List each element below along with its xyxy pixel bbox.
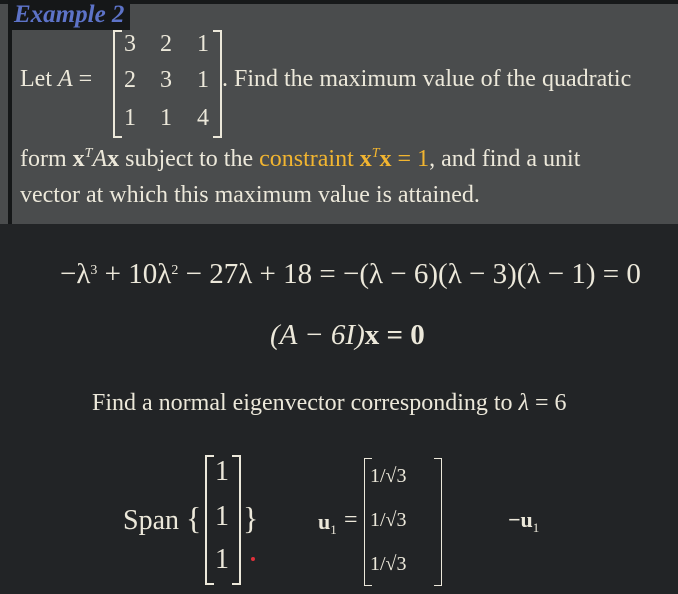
unit-vector-name: $u_1$	[318, 509, 337, 537]
matrix-cell: 1	[197, 67, 209, 93]
example-tag: Example 2	[8, 0, 130, 30]
pointer-dot	[251, 557, 255, 561]
panel-left-edge	[8, 30, 12, 224]
constraint-word: constraint	[259, 146, 354, 172]
matrix-cell: 1	[160, 105, 172, 131]
matrix-cell: 4	[197, 105, 209, 131]
span-vector-entry: 1	[215, 456, 229, 487]
characteristic-equation: $-\lambda^3 + 10\lambda^2 - 27\lambda + 18 = -(\lambda - 6)(\lambda - 3)(\lambda - 1) = 0$	[60, 258, 641, 290]
problem-line-2: form $x^TAx$ subject to the constraint $x^Tx = 1$, and find a unit	[20, 146, 581, 172]
matrix-cell: 1	[124, 105, 136, 131]
problem-line-1: . Find the maximum value of the quadratic	[222, 66, 632, 92]
span-open-brace: {	[186, 500, 202, 536]
unit-vector-entry: 1/√3	[370, 553, 407, 575]
problem-line-3: vector at which this maximum value is attained.	[20, 182, 480, 208]
negative-unit-vector: $-u_1$	[508, 507, 540, 535]
matrix-cell: 2	[160, 31, 172, 57]
unit-vector-entry: 1/√3	[370, 509, 407, 531]
unit-vector-equals: =	[344, 507, 358, 533]
matrix-cell: 3	[160, 67, 172, 93]
unit-vector-entry: 1/√3	[370, 465, 407, 487]
span-vector-entry: 1	[215, 544, 229, 575]
matrix-cell: 2	[124, 67, 136, 93]
matrix-cell: 1	[197, 31, 209, 57]
span-vector-entry: 1	[215, 501, 229, 532]
matrix-cell: 3	[124, 31, 136, 57]
span-close-brace: }	[243, 500, 259, 536]
span-label: Span	[123, 505, 179, 536]
unit-vector-right-bracket	[434, 458, 442, 586]
instruction-text: Find a normal eigenvector corresponding to λ = 6	[92, 390, 567, 416]
let-label: Let A =	[20, 66, 93, 92]
eigen-system: (A − 6I)x = 0	[270, 319, 425, 351]
